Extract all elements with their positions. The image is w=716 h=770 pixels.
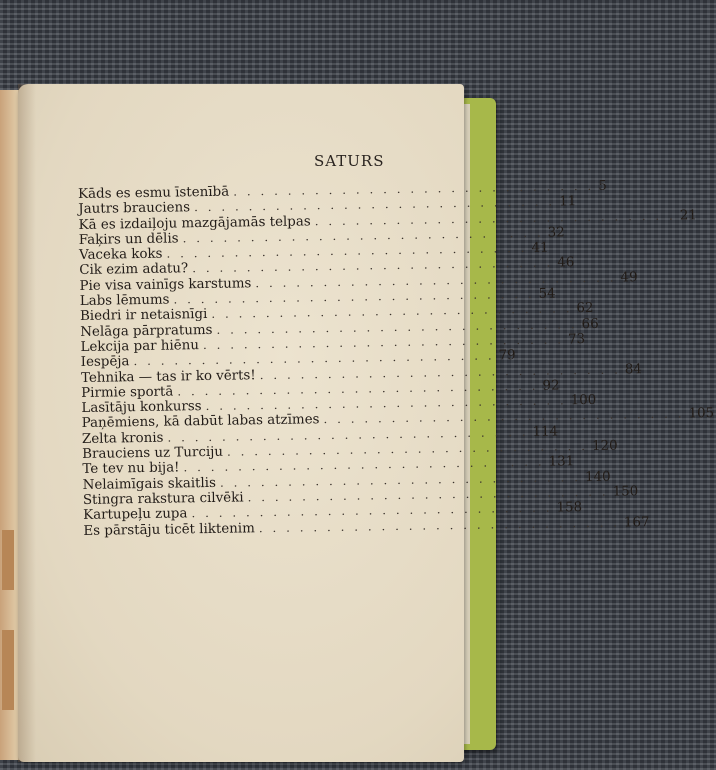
toc-entry-page-number: 150 bbox=[612, 484, 639, 500]
toc-entry-title: Stingra rakstura cilvēki bbox=[82, 490, 244, 508]
toc-entry-page-number: 114 bbox=[532, 424, 559, 440]
toc-entry-page-number: 54 bbox=[538, 286, 556, 302]
toc-entry-title: Brauciens uz Turciju bbox=[82, 444, 224, 463]
toc-entry-title: Faķirs un dēlis bbox=[78, 231, 179, 248]
torn-edge bbox=[2, 530, 14, 590]
toc-entry-page-number: 100 bbox=[570, 393, 597, 409]
toc-entry-title: Paņēmiens, kā dabūt labas atzīmes bbox=[81, 412, 320, 432]
toc-entry-title: Cik ezim adatu? bbox=[79, 261, 189, 279]
dot-leader: . . . . . . . . . . . . . . . . . . . . . . . . . . . bbox=[193, 194, 556, 215]
dot-leader: . . . . . . . . . . . . . . . . . . . . . . . . . . . bbox=[259, 362, 621, 382]
toc-entry-page-number: 46 bbox=[557, 255, 575, 271]
toc-entry-title: Kartupeļu zupa bbox=[83, 506, 188, 524]
dot-leader: . . . . . . . . . . . . . . . . . . . . . . . . . . . bbox=[202, 332, 565, 353]
toc-entry-page-number: 79 bbox=[498, 348, 516, 364]
dot-leader: . . . . . . . . . . . . . . . . . . . . . . . . . . . bbox=[314, 208, 676, 228]
toc-entry-page-number: 167 bbox=[623, 514, 650, 530]
dot-leader: . . . . . . . . . . . . . . . . . . . . . . . . . . . bbox=[182, 225, 544, 246]
toc-entry-page-number: 131 bbox=[548, 454, 575, 470]
toc-entry-title: Es pārstāju ticēt liktenim bbox=[83, 520, 255, 539]
toc-entry-title: Zelta kronis bbox=[81, 430, 164, 447]
contents-page bbox=[18, 84, 715, 762]
dot-leader: . . . . . . . . . . . . . . . . . . . . . . . . . . . bbox=[173, 286, 535, 307]
toc-entry-page-number: 21 bbox=[679, 207, 697, 224]
dot-leader: . . . . . . . . . . . . . . . . . . . . . . . . . . . bbox=[216, 316, 578, 337]
toc-entry-title: Iespēja bbox=[80, 354, 130, 371]
dot-leader: . . . . . . . . . . . . . . . . . . . . . . . . . . . bbox=[226, 439, 589, 459]
toc-entry-page-number: 73 bbox=[567, 332, 586, 348]
toc-entry-page-number: 140 bbox=[584, 469, 611, 485]
toc-entry-title: Lekcija par hiēnu bbox=[80, 338, 200, 355]
toc-entry-page-number: 62 bbox=[576, 301, 594, 317]
toc-entry-page-number: 120 bbox=[591, 438, 618, 455]
dot-leader: . . . . . . . . . . . . . . . . . . . . . . . . . . . bbox=[233, 178, 595, 199]
toc-entry-page-number: 84 bbox=[624, 361, 643, 377]
toc-entry-title: Biedri ir netaisnīgi bbox=[79, 307, 208, 325]
toc-entry-page-number: 158 bbox=[556, 500, 583, 516]
toc-entry-title: Nelaimīgais skaitlis bbox=[82, 475, 217, 493]
toc-entry-page-number: 32 bbox=[547, 225, 565, 241]
dot-leader: . . . . . . . . . . . . . . . . . . . . . . . . . . . bbox=[219, 469, 582, 490]
toc-entry-title: Nelāga pārpratums bbox=[80, 322, 213, 340]
dot-leader: . . . . . . . . . . . . . . . . . . . . . . . . . . . bbox=[258, 515, 621, 535]
dot-leader: . . . . . . . . . . . . . . . . . . . . . . . . . . . bbox=[192, 256, 554, 276]
toc-entry-page-number: 41 bbox=[531, 240, 549, 257]
toc-entry-title: Kā es izdaiļoju mazgājamās telpas bbox=[78, 213, 311, 233]
dot-leader: . . . . . . . . . . . . . . . . . . . . . . . . . . . bbox=[255, 270, 617, 291]
toc-entry-title: Lasītāju konkurss bbox=[81, 399, 202, 417]
toc-entry-title: Te tev nu bija! bbox=[82, 460, 180, 478]
toc-entry-title: Pie visa vainīgs karstums bbox=[79, 276, 252, 294]
toc-entry-page-number: 11 bbox=[559, 194, 577, 210]
toc-entry-title: Vaceka koks bbox=[78, 246, 163, 264]
dot-leader: . . . . . . . . . . . . . . . . . . . . . . . . . . . bbox=[211, 301, 573, 322]
toc-entry-page-number: 66 bbox=[581, 316, 599, 332]
toc-entry-title: Jautrs brauciens bbox=[78, 200, 191, 218]
dot-leader: . . . . . . . . . . . . . . . . . . . . . . . . . . . bbox=[205, 393, 567, 414]
toc-entry-page-number: 105 bbox=[688, 406, 715, 422]
table-of-contents bbox=[78, 178, 715, 539]
dot-leader: . . . . . . . . . . . . . . . . . . . . . . . . . . . bbox=[177, 378, 539, 399]
dot-leader: . . . . . . . . . . . . . . . . . . . . . . . . . . . bbox=[183, 455, 545, 475]
dot-leader: . . . . . . . . . . . . . . . . . . . . . . . . . . . bbox=[323, 406, 685, 427]
toc-entry-title: Tehnika — tas ir ko vērts! bbox=[80, 367, 256, 386]
dot-leader: . . . . . . . . . . . . . . . . . . . . . . . . . . . bbox=[247, 484, 609, 505]
toc-entry-title: Kāds es esmu īstenībā bbox=[78, 184, 230, 202]
toc-entry-page-number: 49 bbox=[620, 270, 638, 286]
dot-leader: . . . . . . . . . . . . . . . . . . . . . . . . . . . bbox=[166, 241, 528, 261]
toc-entry-page-number: 5 bbox=[598, 178, 607, 194]
toc-entry-page-number: 92 bbox=[542, 378, 560, 394]
toc-entry-title: Pirmie sportā bbox=[81, 384, 174, 401]
page-heading: SATURS bbox=[314, 152, 385, 170]
dot-leader: . . . . . . . . . . . . . . . . . . . . . . . . . . . bbox=[191, 500, 553, 521]
dot-leader: . . . . . . . . . . . . . . . . . . . . . . . . . . . bbox=[133, 348, 495, 369]
toc-entry-title: Labs lēmums bbox=[79, 292, 170, 310]
dot-leader: . . . . . . . . . . . . . . . . . . . . . . . . . . . bbox=[167, 424, 529, 445]
torn-edge bbox=[2, 630, 14, 710]
